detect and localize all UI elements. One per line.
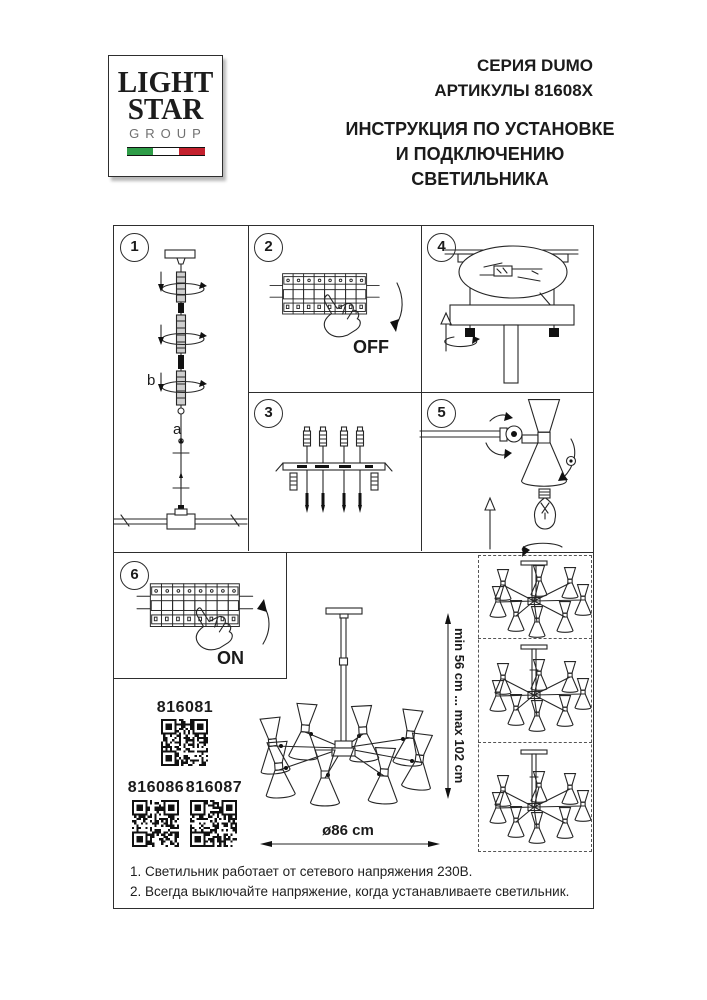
series-block xyxy=(434,53,593,103)
label-b: b xyxy=(147,372,156,389)
wiring-callout xyxy=(459,246,567,298)
logo-line1: LIGHT xyxy=(117,64,214,99)
rod-length-variants-drawing xyxy=(477,555,591,852)
label-a: a xyxy=(173,421,182,438)
instruction-line2: И ПОДКЛЮЧЕНИЮ СВЕТИЛЬНИКА xyxy=(395,144,565,189)
instruction-line1: ИНСТРУКЦИЯ ПО УСТАНОВКЕ xyxy=(345,119,615,139)
step3-number: 3 xyxy=(254,399,283,428)
flag-green xyxy=(127,148,153,155)
article-816081-label: 816081 xyxy=(156,699,214,716)
step4-number: 4 xyxy=(427,233,456,262)
light-bulb-icon xyxy=(534,489,555,529)
note-1: 1. Светильник работает от сетевого напряжения 230В. xyxy=(130,864,473,879)
step1-rod-assembly-drawing xyxy=(113,225,247,553)
diameter-dimension-arrow xyxy=(255,836,445,852)
step4-canopy-drawing xyxy=(420,225,594,391)
step6-number: 6 xyxy=(120,561,149,590)
variant-long-rod xyxy=(490,750,591,843)
flag-red xyxy=(179,148,205,155)
instruction-title xyxy=(330,117,630,192)
lightstar-logo xyxy=(108,55,223,177)
step1-number: 1 xyxy=(120,233,149,262)
circuit-breaker-icon xyxy=(270,274,379,314)
article-816086-label: 816086 xyxy=(127,779,185,796)
step5-number: 5 xyxy=(427,399,456,428)
qr-code-816087 xyxy=(190,800,237,847)
step5-shade-bulb-drawing xyxy=(420,391,594,553)
step2-number: 2 xyxy=(254,233,283,262)
screws xyxy=(305,493,362,513)
height-dimension-label: min 56 cm ... max 102 cm xyxy=(452,628,467,784)
variant-medium-rod xyxy=(490,645,591,731)
flag-white xyxy=(153,148,179,155)
variant-short-rod xyxy=(490,561,591,637)
article-816087-label: 816087 xyxy=(185,779,243,796)
series-title: СЕРИЯ DUMO xyxy=(476,56,593,75)
qr-code-816081 xyxy=(161,719,208,766)
logo-line3: GROUP xyxy=(129,126,207,142)
articles-title: АРТИКУЛЫ 81608X xyxy=(434,81,593,100)
off-label: OFF xyxy=(353,337,389,357)
logo-line2: STAR xyxy=(127,90,204,126)
note-2: 2. Всегда выключайте напряжение, когда устанавливаете светильник. xyxy=(130,884,570,899)
wall-anchors xyxy=(304,427,364,446)
circuit-breaker-icon xyxy=(137,584,253,627)
italy-flag-icon xyxy=(127,147,205,156)
qr-code-816086 xyxy=(132,800,179,847)
step3-bracket-drawing xyxy=(247,391,420,553)
on-label: ON xyxy=(217,648,244,668)
footer-notes xyxy=(130,862,569,902)
diameter-label: ø86 cm xyxy=(322,822,374,839)
step2-breaker-off-drawing xyxy=(247,225,420,391)
